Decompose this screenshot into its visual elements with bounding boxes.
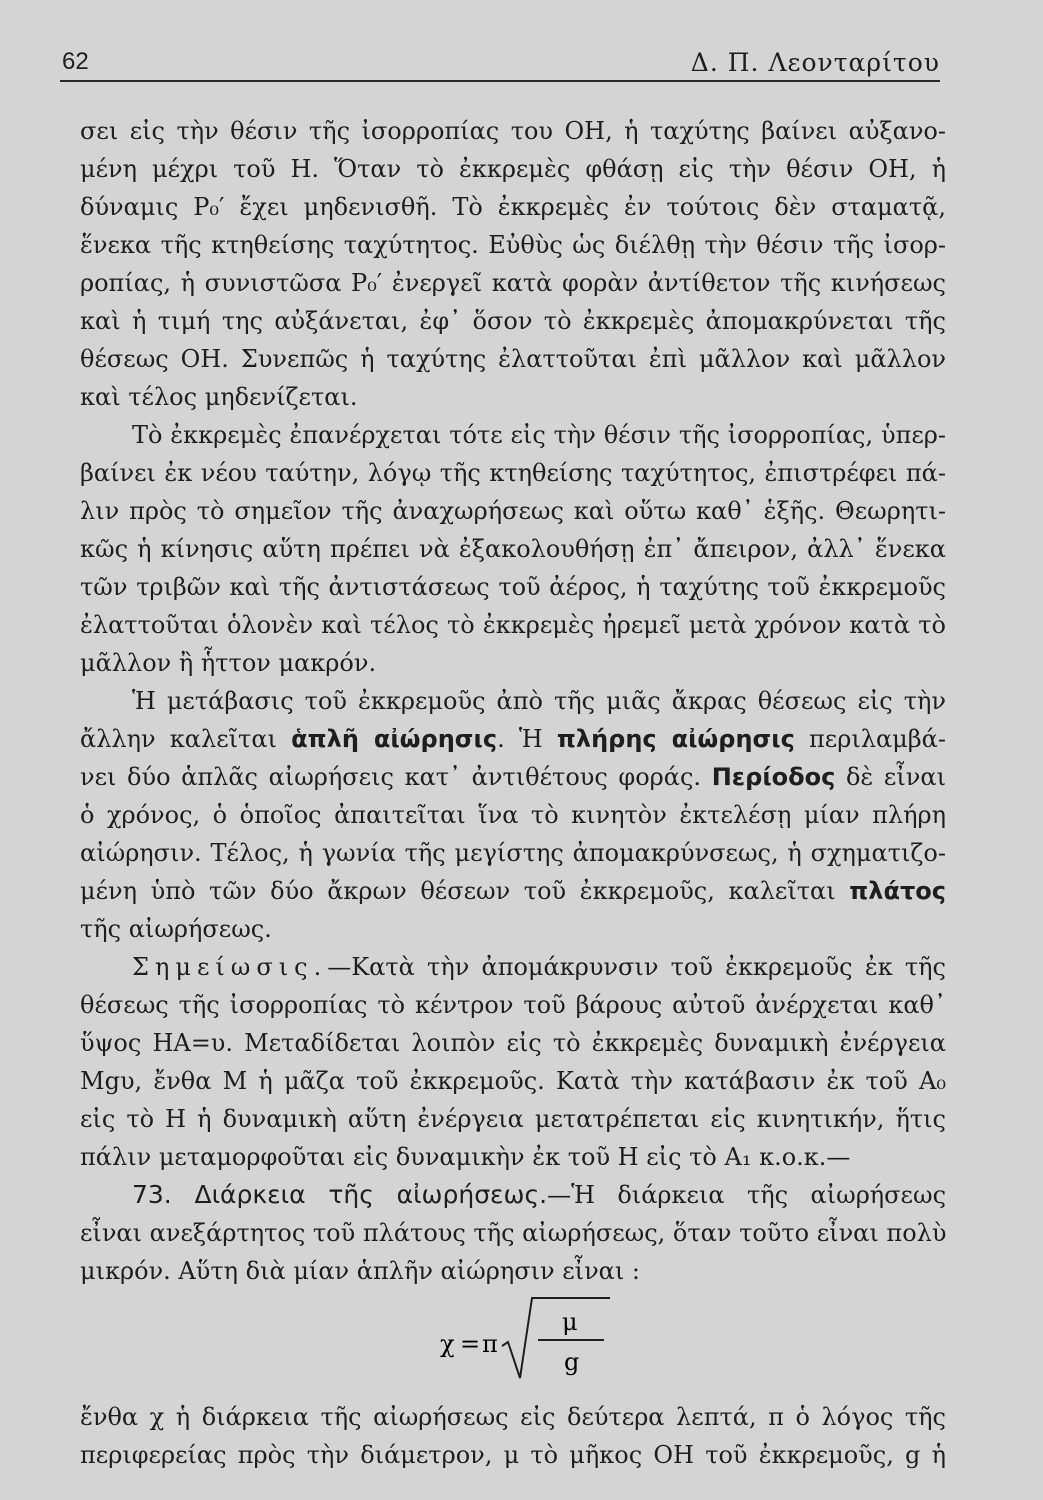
text-line: περιφερείας πρὸς τὴν διάμετρον, μ τὸ μῆκος ΟΗ τοῦ ἐκκρεμοῦς, g ἡ <box>80 1441 946 1469</box>
text-line <box>80 872 946 910</box>
term-full-oscillation: πλήρης αἰώρησις <box>556 725 795 753</box>
text-line: ὁ χρόνος, ὁ ὁποῖος ἀπαιτεῖται ἵνα τὸ κινητὸν ἐκτελέσῃ μίαν πλήρη <box>80 801 946 829</box>
body-text <box>80 112 946 1474</box>
pendulum-period-formula <box>80 1294 946 1384</box>
formula-pi: π <box>482 1330 498 1358</box>
text-fragment: ἄλλην καλεῖται <box>80 725 277 753</box>
text-line: ροπίας, ἡ συνιστῶσα Ρ₀′ ἐνεργεῖ κατὰ φορὰν ἀντίθετον τῆς κινήσεως <box>80 269 946 297</box>
text-line: καὶ ἡ τιμή της αὐξάνεται, ἐφ᾽ ὅσον τὸ ἐκκρεμὲς ἀπομακρύνεται τῆς <box>80 307 946 335</box>
note-label: Σημείωσις. <box>132 953 328 981</box>
text-line: Mgυ, ἔνθα M ἡ μᾶζα τοῦ ἐκκρεμοῦς. Κατὰ τὴν κατάβασιν ἐκ τοῦ Α₀ <box>80 1067 946 1095</box>
text-line: ἐλαττοῦται ὁλονὲν καὶ τέλος τὸ ἐκκρεμὲς ἠρεμεῖ μετὰ χρόνον κατὰ τὸ <box>80 611 946 639</box>
formula-denominator: g <box>564 1348 580 1376</box>
text-line <box>80 1176 946 1214</box>
formula-lhs: χ <box>440 1330 455 1358</box>
text-fragment: περιλαμβά- <box>809 725 946 753</box>
section-heading: 73. Διάρκεια τῆς αἰωρήσεως. <box>132 1180 548 1209</box>
formula-graphic <box>440 1294 620 1384</box>
text-line <box>80 758 946 796</box>
term-simple-oscillation: ἁπλῆ αἰώρησις <box>291 725 498 753</box>
text-line: ἔνθα χ ἡ διάρκεια τῆς αἰωρήσεως εἰς δεύτερα λεπτά, π ὁ λόγος τῆς <box>80 1403 946 1431</box>
text-line: πάλιν μεταμορφοῦται εἰς δυναμικὴν ἐκ τοῦ Η εἰς τὸ Α₁ κ.ο.κ.— <box>80 1143 851 1171</box>
text-fragment: —Κατὰ τὴν ἀπομάκρυνσιν τοῦ ἐκκρεμοῦς ἐκ τῆς <box>327 953 946 981</box>
text-line: ἕνεκα τῆς κτηθείσης ταχύτητος. Εὐθὺς ὡς διέλθῃ τὴν θέσιν τῆς ἰσορ- <box>80 231 946 259</box>
text-line: μένη μέχρι τοῦ Η. Ὅταν τὸ ἐκκρεμὲς φθάσῃ εἰς τὴν θέσιν ΟΗ, ἡ <box>80 155 946 183</box>
text-line <box>80 720 946 758</box>
running-head: Δ. Π. Λεονταρίτου <box>690 48 940 77</box>
text-line: κῶς ἡ κίνησις αὕτη πρέπει νὰ ἐξακολουθήσῃ ἐπ᾽ ἄπειρον, ἀλλ᾽ ἕνεκα <box>80 535 946 563</box>
text-line: δύναμις Ρ₀′ ἔχει μηδενισθῆ. Τὸ ἐκκρεμὲς ἐν τούτοις δὲν σταματᾷ, <box>80 193 946 221</box>
text-line: Τὸ ἐκκρεμὲς ἐπανέρχεται τότε εἰς τὴν θέσιν τῆς ἰσορροπίας, ὑπερ- <box>132 421 946 449</box>
page-number: 62 <box>62 48 89 75</box>
text-line: θέσεως ΟΗ. Συνεπῶς ἡ ταχύτης ἐλαττοῦται ἐπὶ μᾶλλον καὶ μᾶλλον <box>80 345 946 373</box>
text-line: λιν πρὸς τὸ σημεῖον τῆς ἀναχωρήσεως καὶ οὕτω καθ᾽ ἑξῆς. Θεωρητι- <box>80 497 946 525</box>
formula-equals: = <box>460 1330 481 1358</box>
radical-sign <box>502 1298 610 1378</box>
text-line: ὕψος ΗΑ=υ. Μεταδίδεται λοιπὸν εἰς τὸ ἐκκρεμὲς δυναμικὴ ἐνέργεια <box>80 1029 946 1057</box>
text-line: Ἡ μετάβασις τοῦ ἐκκρεμοῦς ἀπὸ τῆς μιᾶς ἄκρας θέσεως εἰς τὴν <box>132 687 946 715</box>
text-line: τῆς αἰωρήσεως. <box>80 915 272 943</box>
term-amplitude: πλάτος <box>849 877 946 905</box>
text-line: εἶναι ανεξάρτητος τοῦ πλάτους τῆς αἰωρήσεως, ὅταν τοῦτο εἶναι πολὺ <box>80 1219 946 1247</box>
page-header <box>60 40 940 82</box>
text-line: αἰώρησιν. Τέλος, ἡ γωνία τῆς μεγίστης ἀπομακρύνσεως, ἡ σχηματιζο- <box>80 839 946 867</box>
text-fragment: . Ἡ <box>497 725 543 753</box>
text-fragment: μένη ὑπὸ τῶν δύο ἄκρων θέσεων τοῦ ἐκκρεμοῦς, καλεῖται <box>80 877 836 905</box>
text-fragment: δὲ εἶναι <box>845 763 946 791</box>
text-fragment: νει δύο ἁπλᾶς αἰωρήσεις κατ᾽ ἀντιθέτους φοράς. <box>80 763 702 791</box>
text-line: μᾶλλον ἢ ἧττον μακρόν. <box>80 649 377 677</box>
text-line: τῶν τριβῶν καὶ τῆς ἀντιστάσεως τοῦ ἀέρος, ἡ ταχύτης τοῦ ἐκκρεμοῦς <box>80 573 946 601</box>
formula-numerator: μ <box>562 1308 578 1336</box>
text-line: θέσεως τῆς ἰσορροπίας τὸ κέντρον τοῦ βάρους αὐτοῦ ἀνέρχεται καθ᾽ <box>80 991 946 1019</box>
text-line: μικρόν. Αὕτη διὰ μίαν ἁπλῆν αἰώρησιν εἶναι : <box>80 1257 640 1285</box>
text-line <box>80 948 946 986</box>
text-line: καὶ τέλος μηδενίζεται. <box>80 383 358 411</box>
text-line: σει εἰς τὴν θέσιν τῆς ἰσορροπίας του ΟΗ, ἡ ταχύτης βαίνει αὐξανο- <box>80 117 946 145</box>
text-line: βαίνει ἐκ νέου ταύτην, λόγῳ τῆς κτηθείσης ταχύτητος, ἐπιστρέφει πά- <box>80 459 946 487</box>
text-fragment: —Ἡ διάρκεια τῆς αἰωρήσεως <box>547 1181 946 1209</box>
term-period: Περίοδος <box>711 763 836 791</box>
text-line: εἰς τὸ Η ἡ δυναμικὴ αὕτη ἐνέργεια μετατρέπεται εἰς κινητικήν, ἥτις <box>80 1105 946 1133</box>
